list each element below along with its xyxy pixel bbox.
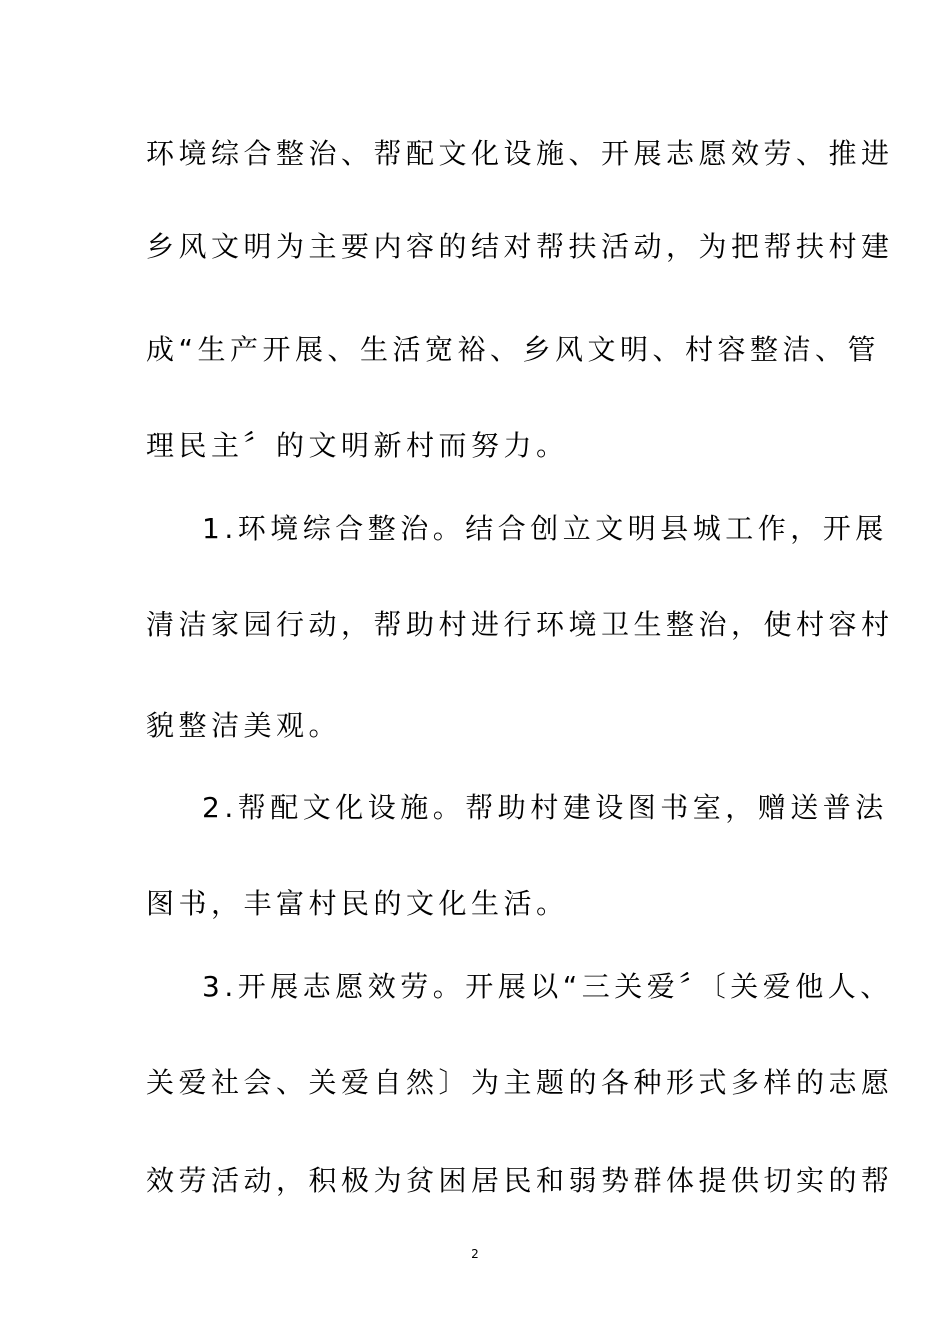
numbered-item-line: 3.开展志愿效劳。开展以“三关爱〞〔关爱他人、 [202, 970, 893, 1003]
page-number: 2 [471, 1247, 479, 1261]
body-text-line: 成“生产开展、生活宽裕、乡风文明、村容整洁、管 [146, 333, 881, 366]
numbered-item-line: 2.帮配文化设施。帮助村建设图书室，赠送普法 [202, 791, 888, 824]
body-text-line: 貌整洁美观。 [146, 709, 342, 742]
body-text-line: 理民主〞的文明新村而努力。 [146, 429, 569, 462]
body-text-line: 清洁家园行动，帮助村进行环境卫生整治，使村容村 [146, 608, 894, 641]
numbered-item-line: 1.环境综合整治。结合创立文明县城工作，开展 [202, 512, 888, 545]
body-text-line: 乡风文明为主要内容的结对帮扶活动，为把帮扶村建 [146, 230, 894, 263]
body-text-line: 关爱社会、关爱自然〕为主题的各种形式多样的志愿 [146, 1066, 894, 1099]
body-text-line: 图书，丰富村民的文化生活。 [146, 887, 569, 920]
body-text-line: 环境综合整治、帮配文化设施、开展志愿效劳、推进 [146, 137, 894, 170]
body-text-line: 效劳活动，积极为贫困居民和弱势群体提供切实的帮 [146, 1164, 894, 1197]
